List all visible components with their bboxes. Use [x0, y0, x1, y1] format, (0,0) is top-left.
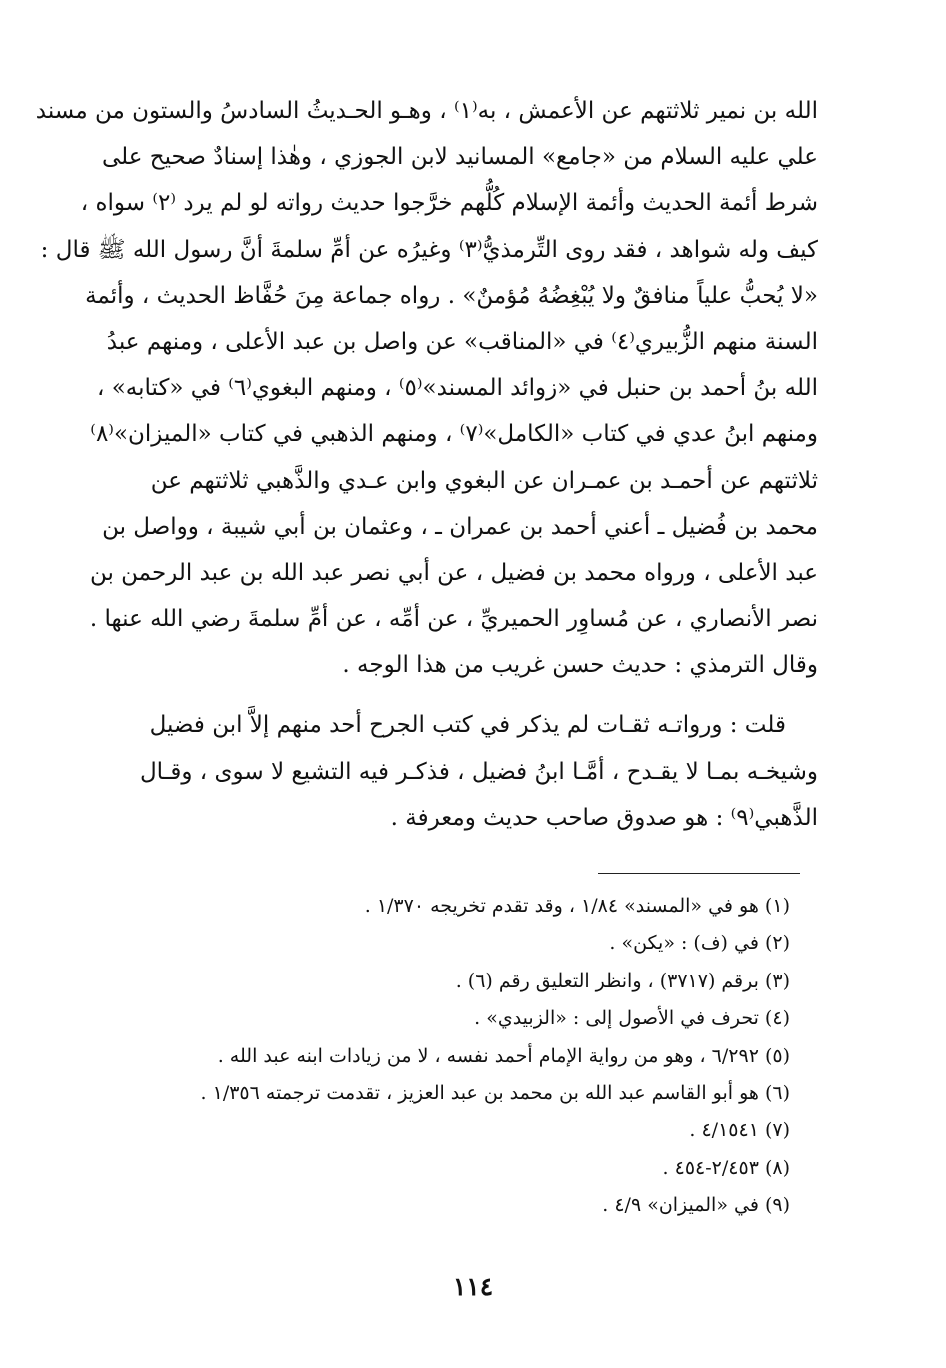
- qult-line: قلت : ورواتـه ثقـات لم يذكر في كتب الجرح أحد منهم إلاَّ ابن فضيل: [149, 712, 786, 739]
- text-line: محمد بن فُضيل ـ أعني أحمد بن عمران ـ ، وعثمان بن أبي شيبة ، وواصل بن: [102, 513, 818, 540]
- footnote: (٦) هو أبو القاسم عبد الله بن محمد بن عبد العزيز ، تقدمت ترجمته ١/٣٥٦ .: [200, 1081, 790, 1104]
- footnote: (٢) في (ف) : «يكن» .: [609, 932, 790, 955]
- text-line: شرط أئمة الحديث وأئمة الإسلام كُلُّهم خرَّجوا حديث رواته لو لم يرد ⁽٢⁾ سواه ،: [80, 190, 818, 217]
- text-line: وقال الترمذي : حديث حسن غريب من هذا الوجه .: [342, 652, 818, 679]
- qult-line: الذَّهبي⁽٩⁾ : هو صدوق صاحب حديث ومعرفة .: [390, 804, 818, 831]
- footnote: (٣) برقم (٣٧١٧) ، وانظر التعليق رقم (٦) .: [455, 969, 790, 992]
- text-line: عبد الأعلى ، ورواه محمد بن فضيل ، عن أبي نصر عبد الله بن عبد الرحمن بن: [89, 559, 818, 586]
- text-line: ثلاثتهم عن أحمـد بن عمـران عن البغوي وابن عـدي والذَّهبي ثلاثتهم عن: [150, 467, 818, 494]
- footnote: (٥) ٦/٢٩٢ ، وهو من رواية الإمام أحمد نفسه ، لا من زيادات ابنه عبد الله .: [217, 1044, 790, 1067]
- text-line: الله بن نمير ثلاثتهم عن الأعمش ، به⁽١⁾ ، وهـو الحـديثُ السادسُ والستون من مسند: [35, 98, 818, 124]
- main-text: [35, 88, 818, 841]
- footnotes: [150, 888, 790, 1225]
- footnote: (٧) ٤/١٥٤١ .: [689, 1119, 790, 1142]
- footnote: (١) هو في «المسند» ١/٨٤ ، وقد تقدم تخريجه ١/٣٧٠ .: [364, 895, 790, 917]
- footnote: (٨) ٢/٤٥٣-٤٥٤ .: [662, 1156, 790, 1179]
- paragraph-gap: [118, 688, 818, 702]
- text-line: علي عليه السلام من «جامع» المسانيد لابن الجوزي ، وهٰذا إسنادٌ صحيح على: [101, 144, 818, 171]
- text-line: ومنهم ابنُ عدي في كتاب «الكامل»⁽٧⁾ ، ومنهم الذهبي في كتاب «الميزان»⁽٨⁾: [90, 421, 818, 448]
- page-number: ١١٤: [452, 1272, 494, 1301]
- qult-line: وشيخـه بمـا لا يقـدح ، أمَّـا ابنُ فضيل ، فذكـر فيه التشيع لا سوى ، وقـال: [139, 758, 818, 785]
- footnote: (٩) في «الميزان» ٤/٩ .: [602, 1194, 790, 1217]
- footnote: (٤) تحرف في الأصول إلى : «الزبيدي» .: [474, 1007, 790, 1030]
- text-line: السنة منهم الزُّبيري⁽٤⁾ في «المناقب» عن واصل بن عبد الأعلى ، ومنهم عبدُ: [106, 328, 818, 355]
- text-line: نصر الأنصاري ، عن مُساوِر الحميريِّ ، عن أمِّه ، عن أمِّ سلمةَ رضي الله عنها .: [89, 606, 818, 633]
- footnote-separator: [598, 873, 800, 874]
- text-line: كيف وله شواهد ، فقد روى التِّرمذيُّ⁽٣⁾ وغيرُه عن أمِّ سلمةَ أنَّ رسول الله ﷺ قال :: [40, 236, 818, 263]
- text-line: «لا يُحبُّ علياً منافقٌ ولا يُبْغِضُهُ مُؤمنٌ» . رواه جماعة مِنَ حُفَّاظ الحديث ، وأئمة: [85, 282, 818, 309]
- text-line: الله بنُ أحمد بن حنبل في «زوائد المسند»⁽٥⁾ ، ومنهم البغوي⁽٦⁾ في «كتابه» ،: [96, 375, 818, 402]
